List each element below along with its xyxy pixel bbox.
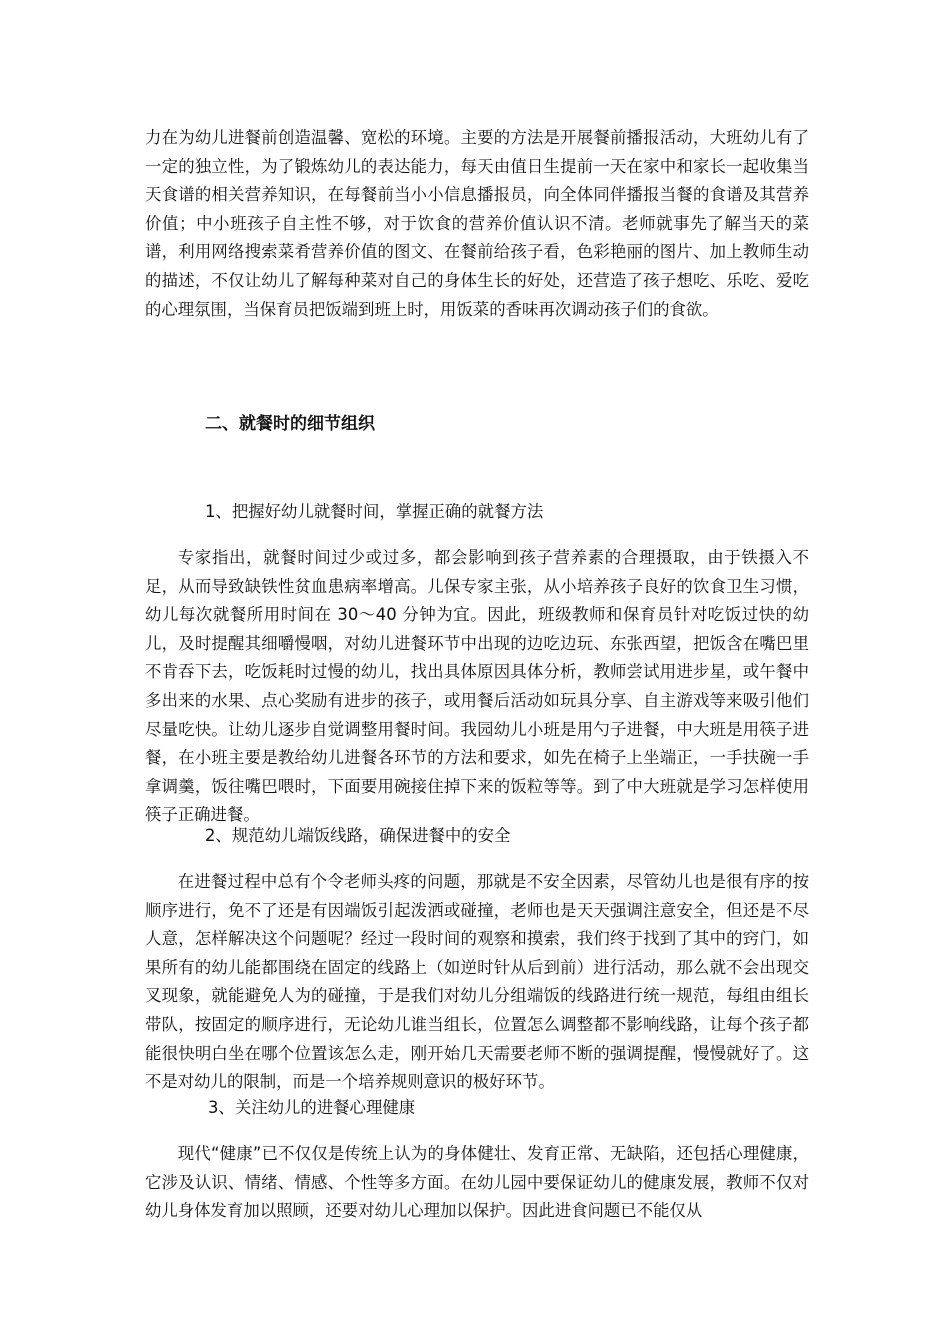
paragraph-serving-route: 在进餐过程中总有个令老师头疼的问题，那就是不安全因素，尽管幼儿也是很有序的按顺序进行，免不了还是有因端饭引起泼洒或碰撞，老师也是天天强调注意安全，但还是不尽人意，怎样解决这个问题呢？经过一段时间的观察和摸索，我们终于找到了其中的窍门，如果所有的幼儿能都围绕在固定的线路上（如逆时针从后到前）进行活动，那么就不会出现交叉现象，就能避免人为的碰撞，于是我们对幼儿分组端饭的线路进行统一规范，每组由组长带队，按固定的顺序进行，无论幼儿谁当组长，位置怎么调整都不影响线路，让每个孩子都能很快明白坐在哪个位置该怎么走，刚开始几天需要老师不断的强调提醒，慢慢就好了。这不是对幼儿的限制，而是一个培养规则意识的极好环节。 xyxy=(145,872,809,1092)
paragraph-meal-environment: 力在为幼儿进餐前创造温馨、宽松的环境。主要的方法是开展餐前播报活动，大班幼儿有了一定的独立性，为了锻炼幼儿的表达能力，每天由值日生提前一天在家中和家长一起收集当天食谱的相关营养知识，在每餐前当小小信息播报员，向全体同伴播报当餐的食谱及其营养价值；中小班孩子自主性不够，对于饮食的营养价值认识不清。老师就事先了解当天的菜谱，利用网络搜索菜肴营养价值的图文、在餐前给孩子看，色彩艳丽的图片、加上教师生动的描述，不仅让幼儿了解每种菜对自己的身体生长的好处，还营造了孩子想吃、乐吃、爱吃的心理氛围，当保育员把饭端到班上时，用饭菜的香味再次调动孩子们的食欲。 xyxy=(145,128,809,319)
subheading-meal-time: 1、把握好幼儿就餐时间，掌握正确的就餐方法 xyxy=(205,502,544,521)
paragraph-meal-psychology: 现代“健康”已不仅仅是传统上认为的身体健壮、发育正常、无缺陷，还包括心理健康，它涉及认识、情绪、情感、个性等多方面。在幼儿园中要保证幼儿的健康发展，教师不仅对幼儿身体发育加以照顾，还要对幼儿心理加以保护。因此进食问题已不能仅从 xyxy=(145,1144,809,1221)
paragraph-meal-time: 专家指出，就餐时间过少或过多，都会影响到孩子营养素的合理摄取，由于铁摄入不足，从而导致缺铁性贫血患病率增高。儿保专家主张，从小培养孩子良好的饮食卫生习惯，幼儿每次就餐所用时间在 30～40 分钟为宜。因此，班级教师和保育员针对吃饭过快的幼儿，及时提醒其细嚼慢咽，对幼儿进餐环节中出现的边吃边玩、东张西望，把饭含在嘴巴里不肯吞下去，吃饭耗时过慢的幼儿，找出具体原因具体分析，教师尝试用进步星，或午餐中多出来的水果、点心奖励有进步的孩子，或用餐后活动如玩具分享、自主游戏等来吸引他们尽量吃快。让幼儿逐步自觉调整用餐时间。我园幼儿小班是用勺子进餐，中大班是用筷子进餐，在小班主要是教给幼儿进餐各环节的方法和要求，如先在椅子上坐端正，一手扶碗一手拿调羹，饭往嘴巴喂时，下面要用碗接住掉下来的饭粒等等。到了中大班就是学习怎样使用筷子正确进餐。 xyxy=(145,548,809,825)
section-heading-meal-details: 二、就餐时的细节组织 xyxy=(205,414,375,434)
subheading-meal-psychology: 3、关注幼儿的进餐心理健康 xyxy=(208,1098,416,1117)
subheading-serving-route: 2、规范幼儿端饭线路，确保进餐中的安全 xyxy=(205,826,511,845)
